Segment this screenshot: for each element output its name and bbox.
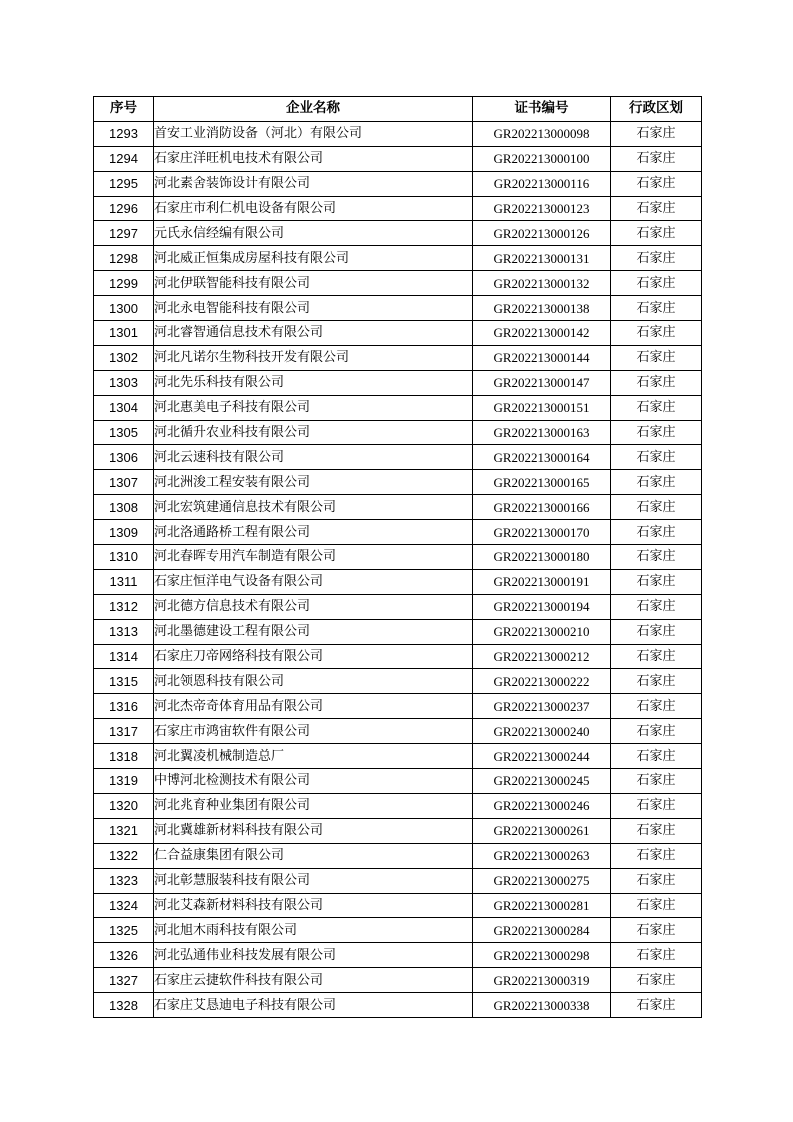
cell-certificate-number: GR202213000151 xyxy=(473,395,611,420)
cell-region: 石家庄 xyxy=(611,569,702,594)
cell-certificate-number: GR202213000144 xyxy=(473,345,611,370)
cell-enterprise-name: 仁合益康集团有限公司 xyxy=(154,843,473,868)
cell-enterprise-name: 河北杰帝奇体育用品有限公司 xyxy=(154,694,473,719)
cell-enterprise-name: 河北翼凌机械制造总厂 xyxy=(154,744,473,769)
cell-enterprise-name: 河北兆育种业集团有限公司 xyxy=(154,793,473,818)
cell-certificate-number: GR202213000284 xyxy=(473,918,611,943)
table-row xyxy=(94,345,702,370)
cell-certificate-number: GR202213000281 xyxy=(473,893,611,918)
cell-certificate-number: GR202213000098 xyxy=(473,121,611,146)
table-row xyxy=(94,943,702,968)
cell-enterprise-name: 石家庄市鸿宙软件有限公司 xyxy=(154,719,473,744)
cell-enterprise-name: 首安工业消防设备（河北）有限公司 xyxy=(154,121,473,146)
table-row xyxy=(94,868,702,893)
cell-seq: 1321 xyxy=(94,818,154,843)
cell-certificate-number: GR202213000170 xyxy=(473,520,611,545)
table-row xyxy=(94,569,702,594)
cell-seq: 1300 xyxy=(94,296,154,321)
cell-certificate-number: GR202213000263 xyxy=(473,843,611,868)
cell-enterprise-name: 元氏永信经编有限公司 xyxy=(154,221,473,246)
table-row xyxy=(94,619,702,644)
cell-certificate-number: GR202213000237 xyxy=(473,694,611,719)
cell-enterprise-name: 河北素舍装饰设计有限公司 xyxy=(154,171,473,196)
table-header xyxy=(94,97,702,122)
cell-region: 石家庄 xyxy=(611,196,702,221)
table-row xyxy=(94,121,702,146)
table-row xyxy=(94,769,702,794)
cell-certificate-number: GR202213000165 xyxy=(473,470,611,495)
table-row xyxy=(94,296,702,321)
table-row xyxy=(94,495,702,520)
table-row xyxy=(94,395,702,420)
cell-enterprise-name: 河北弘通伟业科技发展有限公司 xyxy=(154,943,473,968)
cell-enterprise-name: 石家庄刀帝网络科技有限公司 xyxy=(154,644,473,669)
cell-certificate-number: GR202213000194 xyxy=(473,594,611,619)
table-row xyxy=(94,744,702,769)
cell-region: 石家庄 xyxy=(611,918,702,943)
enterprise-registry-table xyxy=(93,96,702,1018)
table-row xyxy=(94,719,702,744)
cell-certificate-number: GR202213000222 xyxy=(473,669,611,694)
cell-enterprise-name: 河北冀雄新材料科技有限公司 xyxy=(154,818,473,843)
cell-region: 石家庄 xyxy=(611,644,702,669)
cell-certificate-number: GR202213000131 xyxy=(473,246,611,271)
cell-region: 石家庄 xyxy=(611,943,702,968)
table-row xyxy=(94,993,702,1018)
cell-region: 石家庄 xyxy=(611,520,702,545)
cell-enterprise-name: 河北洛通路桥工程有限公司 xyxy=(154,520,473,545)
table-row xyxy=(94,520,702,545)
table-row xyxy=(94,669,702,694)
cell-enterprise-name: 河北先乐科技有限公司 xyxy=(154,370,473,395)
cell-enterprise-name: 河北洲浚工程安装有限公司 xyxy=(154,470,473,495)
cell-enterprise-name: 河北彰慧服装科技有限公司 xyxy=(154,868,473,893)
table-row xyxy=(94,420,702,445)
cell-certificate-number: GR202213000126 xyxy=(473,221,611,246)
cell-enterprise-name: 河北云速科技有限公司 xyxy=(154,445,473,470)
cell-seq: 1294 xyxy=(94,146,154,171)
cell-enterprise-name: 石家庄市利仁机电设备有限公司 xyxy=(154,196,473,221)
cell-certificate-number: GR202213000246 xyxy=(473,793,611,818)
table-row xyxy=(94,893,702,918)
cell-region: 石家庄 xyxy=(611,818,702,843)
cell-region: 石家庄 xyxy=(611,993,702,1018)
table-row xyxy=(94,793,702,818)
cell-seq: 1316 xyxy=(94,694,154,719)
cell-seq: 1322 xyxy=(94,843,154,868)
cell-seq: 1320 xyxy=(94,793,154,818)
header-row xyxy=(94,97,702,122)
table-row xyxy=(94,818,702,843)
header-seq: 序号 xyxy=(94,97,154,122)
cell-certificate-number: GR202213000275 xyxy=(473,868,611,893)
cell-seq: 1323 xyxy=(94,868,154,893)
cell-region: 石家庄 xyxy=(611,445,702,470)
cell-region: 石家庄 xyxy=(611,495,702,520)
cell-seq: 1297 xyxy=(94,221,154,246)
cell-seq: 1326 xyxy=(94,943,154,968)
cell-seq: 1318 xyxy=(94,744,154,769)
cell-certificate-number: GR202213000298 xyxy=(473,943,611,968)
cell-region: 石家庄 xyxy=(611,669,702,694)
cell-seq: 1328 xyxy=(94,993,154,1018)
table-row xyxy=(94,221,702,246)
cell-seq: 1301 xyxy=(94,321,154,346)
cell-enterprise-name: 河北宏筑建通信息技术有限公司 xyxy=(154,495,473,520)
cell-certificate-number: GR202213000166 xyxy=(473,495,611,520)
cell-enterprise-name: 河北威正恒集成房屋科技有限公司 xyxy=(154,246,473,271)
cell-seq: 1325 xyxy=(94,918,154,943)
cell-seq: 1324 xyxy=(94,893,154,918)
cell-region: 石家庄 xyxy=(611,793,702,818)
cell-seq: 1310 xyxy=(94,545,154,570)
cell-seq: 1295 xyxy=(94,171,154,196)
table-row xyxy=(94,968,702,993)
cell-certificate-number: GR202213000100 xyxy=(473,146,611,171)
cell-certificate-number: GR202213000319 xyxy=(473,968,611,993)
cell-region: 石家庄 xyxy=(611,296,702,321)
cell-certificate-number: GR202213000338 xyxy=(473,993,611,1018)
cell-seq: 1315 xyxy=(94,669,154,694)
cell-region: 石家庄 xyxy=(611,146,702,171)
cell-certificate-number: GR202213000191 xyxy=(473,569,611,594)
table-row xyxy=(94,545,702,570)
cell-enterprise-name: 河北循升农业科技有限公司 xyxy=(154,420,473,445)
cell-seq: 1296 xyxy=(94,196,154,221)
cell-enterprise-name: 河北睿智通信息技术有限公司 xyxy=(154,321,473,346)
cell-region: 石家庄 xyxy=(611,594,702,619)
cell-region: 石家庄 xyxy=(611,395,702,420)
cell-certificate-number: GR202213000244 xyxy=(473,744,611,769)
cell-certificate-number: GR202213000180 xyxy=(473,545,611,570)
cell-seq: 1309 xyxy=(94,520,154,545)
cell-seq: 1313 xyxy=(94,619,154,644)
cell-certificate-number: GR202213000261 xyxy=(473,818,611,843)
table-row xyxy=(94,171,702,196)
cell-certificate-number: GR202213000132 xyxy=(473,271,611,296)
cell-region: 石家庄 xyxy=(611,545,702,570)
cell-region: 石家庄 xyxy=(611,121,702,146)
cell-region: 石家庄 xyxy=(611,968,702,993)
cell-region: 石家庄 xyxy=(611,843,702,868)
cell-seq: 1303 xyxy=(94,370,154,395)
table-row xyxy=(94,271,702,296)
table-row xyxy=(94,445,702,470)
cell-seq: 1311 xyxy=(94,569,154,594)
cell-certificate-number: GR202213000116 xyxy=(473,171,611,196)
header-certificate-number: 证书编号 xyxy=(473,97,611,122)
cell-region: 石家庄 xyxy=(611,868,702,893)
cell-seq: 1299 xyxy=(94,271,154,296)
cell-enterprise-name: 河北旭木雨科技有限公司 xyxy=(154,918,473,943)
table-row xyxy=(94,370,702,395)
cell-region: 石家庄 xyxy=(611,744,702,769)
cell-region: 石家庄 xyxy=(611,271,702,296)
cell-region: 石家庄 xyxy=(611,321,702,346)
table-row xyxy=(94,918,702,943)
cell-region: 石家庄 xyxy=(611,420,702,445)
table-row xyxy=(94,246,702,271)
cell-seq: 1327 xyxy=(94,968,154,993)
header-enterprise-name: 企业名称 xyxy=(154,97,473,122)
cell-seq: 1312 xyxy=(94,594,154,619)
cell-seq: 1302 xyxy=(94,345,154,370)
cell-region: 石家庄 xyxy=(611,171,702,196)
cell-enterprise-name: 石家庄艾恳迪电子科技有限公司 xyxy=(154,993,473,1018)
table-row xyxy=(94,321,702,346)
cell-seq: 1304 xyxy=(94,395,154,420)
cell-enterprise-name: 石家庄云捷软件科技有限公司 xyxy=(154,968,473,993)
cell-region: 石家庄 xyxy=(611,719,702,744)
cell-region: 石家庄 xyxy=(611,470,702,495)
cell-certificate-number: GR202213000212 xyxy=(473,644,611,669)
cell-seq: 1319 xyxy=(94,769,154,794)
cell-region: 石家庄 xyxy=(611,694,702,719)
table-row xyxy=(94,470,702,495)
header-region: 行政区划 xyxy=(611,97,702,122)
cell-certificate-number: GR202213000163 xyxy=(473,420,611,445)
cell-enterprise-name: 河北永电智能科技有限公司 xyxy=(154,296,473,321)
table-row xyxy=(94,694,702,719)
cell-seq: 1306 xyxy=(94,445,154,470)
table-body xyxy=(94,121,702,1017)
cell-enterprise-name: 河北德方信息技术有限公司 xyxy=(154,594,473,619)
cell-seq: 1298 xyxy=(94,246,154,271)
cell-certificate-number: GR202213000123 xyxy=(473,196,611,221)
cell-region: 石家庄 xyxy=(611,619,702,644)
cell-region: 石家庄 xyxy=(611,345,702,370)
cell-enterprise-name: 石家庄洋旺机电技术有限公司 xyxy=(154,146,473,171)
cell-seq: 1305 xyxy=(94,420,154,445)
cell-seq: 1308 xyxy=(94,495,154,520)
cell-enterprise-name: 河北领恩科技有限公司 xyxy=(154,669,473,694)
cell-seq: 1317 xyxy=(94,719,154,744)
cell-enterprise-name: 河北伊联智能科技有限公司 xyxy=(154,271,473,296)
cell-enterprise-name: 河北墨德建设工程有限公司 xyxy=(154,619,473,644)
cell-certificate-number: GR202213000245 xyxy=(473,769,611,794)
cell-seq: 1307 xyxy=(94,470,154,495)
cell-enterprise-name: 河北凡诺尔生物科技开发有限公司 xyxy=(154,345,473,370)
cell-certificate-number: GR202213000210 xyxy=(473,619,611,644)
cell-certificate-number: GR202213000147 xyxy=(473,370,611,395)
cell-enterprise-name: 河北艾森新材料科技有限公司 xyxy=(154,893,473,918)
table-row xyxy=(94,146,702,171)
cell-seq: 1314 xyxy=(94,644,154,669)
cell-region: 石家庄 xyxy=(611,370,702,395)
cell-region: 石家庄 xyxy=(611,769,702,794)
cell-certificate-number: GR202213000164 xyxy=(473,445,611,470)
cell-certificate-number: GR202213000138 xyxy=(473,296,611,321)
table-row xyxy=(94,196,702,221)
cell-enterprise-name: 中博河北检测技术有限公司 xyxy=(154,769,473,794)
cell-region: 石家庄 xyxy=(611,246,702,271)
table-row xyxy=(94,644,702,669)
cell-certificate-number: GR202213000240 xyxy=(473,719,611,744)
cell-region: 石家庄 xyxy=(611,221,702,246)
cell-enterprise-name: 石家庄恒洋电气设备有限公司 xyxy=(154,569,473,594)
cell-enterprise-name: 河北春晖专用汽车制造有限公司 xyxy=(154,545,473,570)
cell-certificate-number: GR202213000142 xyxy=(473,321,611,346)
table-row xyxy=(94,843,702,868)
cell-enterprise-name: 河北惠美电子科技有限公司 xyxy=(154,395,473,420)
cell-region: 石家庄 xyxy=(611,893,702,918)
table-row xyxy=(94,594,702,619)
cell-seq: 1293 xyxy=(94,121,154,146)
